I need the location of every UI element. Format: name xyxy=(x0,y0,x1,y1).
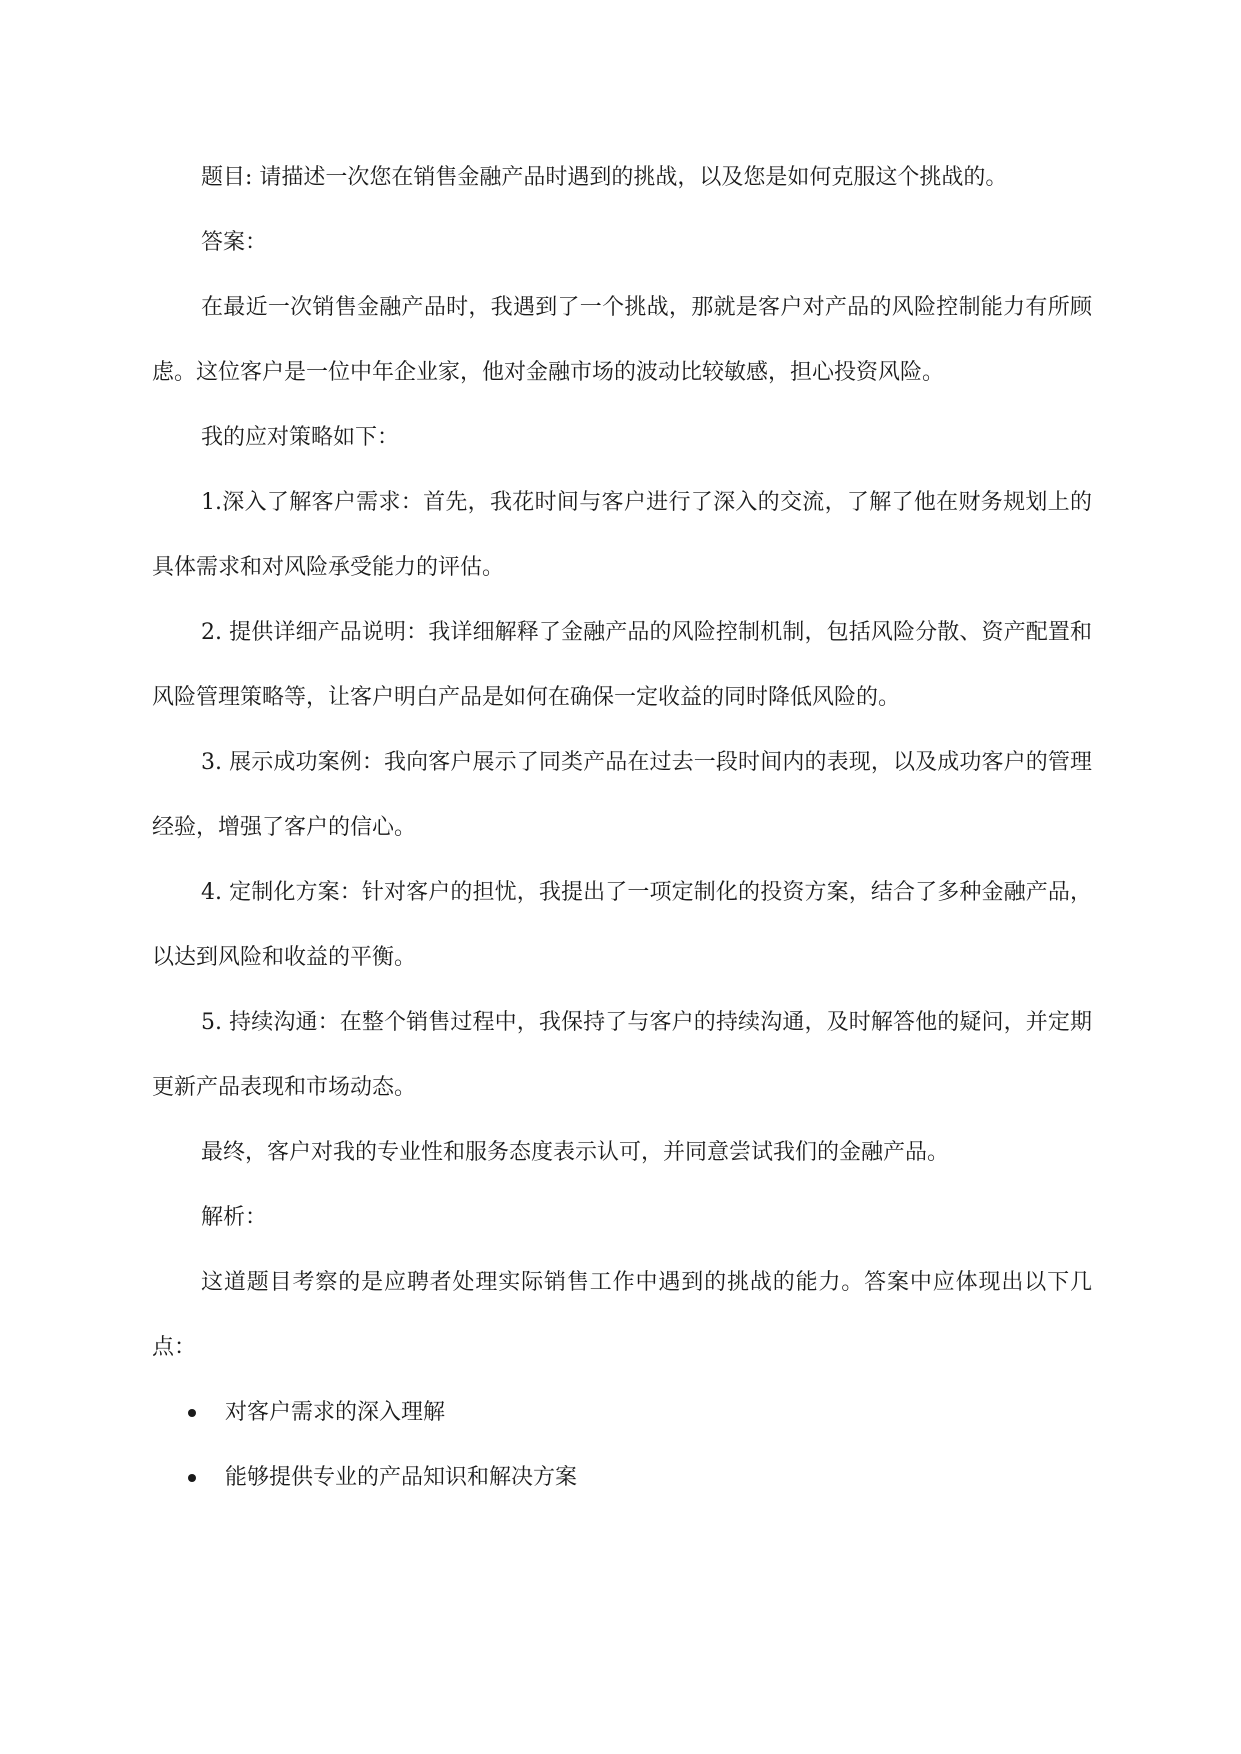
list-item xyxy=(152,1380,1092,1445)
analysis-points-list xyxy=(152,1380,1092,1510)
conclusion-text: 最终，客户对我的专业性和服务态度表示认可，并同意尝试我们的金融产品。 xyxy=(201,1140,950,1165)
strategy-item-1: 1.深入了解客户需求：首先，我花时间与客户进行了深入的交流，了解了他在财务规划上的具体需求和对风险承受能力的评估。 xyxy=(152,490,1092,580)
answer-label: 答案： xyxy=(201,230,268,255)
bullet-icon xyxy=(188,1409,196,1417)
strategy-item-3: 3. 展示成功案例：我向客户展示了同类产品在过去一段时间内的表现，以及成功客户的管理经验，增强了客户的信心。 xyxy=(152,750,1092,840)
strategy-item-5: 5. 持续沟通：在整个销售过程中，我保持了与客户的持续沟通，及时解答他的疑问，并定期更新产品表现和市场动态。 xyxy=(152,1010,1092,1100)
list-item xyxy=(152,1445,1092,1510)
strategy-item-2: 2. 提供详细产品说明：我详细解释了金融产品的风险控制机制，包括风险分散、资产配置和风险管理策略等，让客户明白产品是如何在确保一定收益的同时降低风险的。 xyxy=(152,620,1092,710)
answer-intro: 在最近一次销售金融产品时，我遇到了一个挑战，那就是客户对产品的风险控制能力有所顾虑。这位客户是一位中年企业家，他对金融市场的波动比较敏感，担心投资风险。 xyxy=(152,295,1092,385)
analysis-point-label: 能够提供专业的产品知识和解决方案 xyxy=(225,1465,578,1490)
strategy-heading: 我的应对策略如下： xyxy=(201,425,400,450)
strategy-item-4: 4. 定制化方案：针对客户的担忧，我提出了一项定制化的投资方案，结合了多种金融产品，以达到风险和收益的平衡。 xyxy=(152,880,1092,970)
bullet-icon xyxy=(188,1474,196,1482)
document-page xyxy=(152,145,1092,1510)
analysis-label: 解析： xyxy=(201,1205,268,1230)
analysis-point-label: 对客户需求的深入理解 xyxy=(225,1400,446,1425)
question-text: 题目: 请描述一次您在销售金融产品时遇到的挑战，以及您是如何克服这个挑战的。 xyxy=(201,165,1008,190)
analysis-text: 这道题目考察的是应聘者处理实际销售工作中遇到的挑战的能力。答案中应体现出以下几点： xyxy=(152,1270,1092,1360)
